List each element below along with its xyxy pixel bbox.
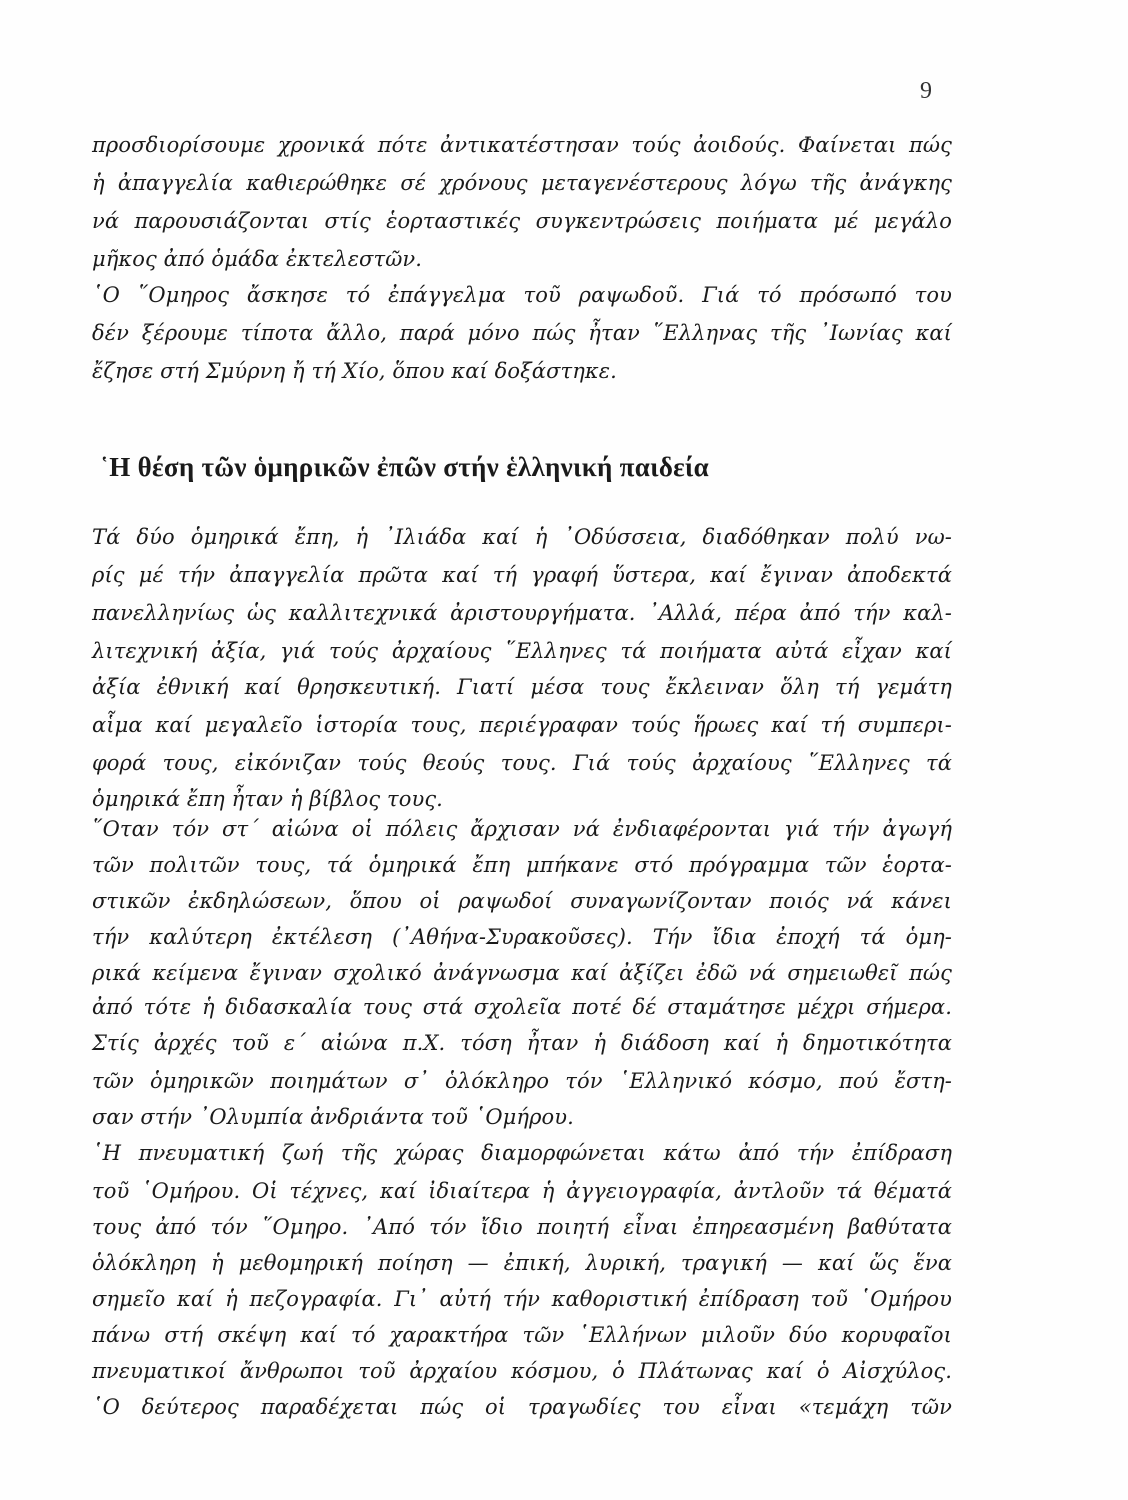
text-line: τῶν πολιτῶν τους, τά ὁμηρικά ἔπη μπήκανε στό πρόγραμμα τῶν ἑορτα-: [92, 853, 952, 877]
text-line: σημεῖο καί ἡ πεζογραφία. Γι᾿ αὐτή τήν καθοριστική ἐπίδραση τοῦ ῾Ομήρου: [92, 1287, 952, 1311]
text-line: τῶν ὁμηρικῶν ποιημάτων σ᾿ ὁλόκληρο τόν ῾Ελληνικό κόσμο, πού ἔστη-: [92, 1069, 952, 1093]
text-line: νά παρουσιάζονται στίς ἑορταστικές συγκεντρώσεις ποιήματα μέ μεγάλο: [92, 209, 952, 233]
text-line: ῾Ο ῞Ομηρος ἄσκησε τό ἐπάγγελμα τοῦ ραψωδοῦ. Γιά τό πρόσωπό του: [92, 283, 952, 307]
text-line: ἡ ἀπαγγελία καθιερώθηκε σέ χρόνους μεταγενέστερους λόγω τῆς ἀνάγκης: [92, 171, 952, 195]
text-line: Στίς ἀρχές τοῦ ε΄ αἰώνα π.Χ. τόση ἦταν ἡ διάδοση καί ἡ δημοτικότητα: [92, 1031, 952, 1055]
page-number: 9: [920, 78, 932, 104]
text-line: ἀξία ἐθνική καί θρησκευτική. Γιατί μέσα τους ἔκλειναν ὅλη τή γεμάτη: [92, 675, 952, 699]
text-line: ρίς μέ τήν ἀπαγγελία πρῶτα καί τή γραφή ὕστερα, καί ἔγιναν ἀποδεκτά: [92, 563, 952, 587]
text-line: στικῶν ἐκδηλώσεων, ὅπου οἱ ραψωδοί συναγωνίζονταν ποιός νά κάνει: [92, 889, 952, 913]
text-line: φορά τους, εἰκόνιζαν τούς θεούς τους. Γιά τούς ἀρχαίους ῞Ελληνες τά: [92, 751, 952, 775]
text-line: προσδιορίσουμε χρονικά πότε ἀντικατέστησαν τούς ἀοιδούς. Φαίνεται πώς: [92, 133, 952, 157]
section-heading: ῾Η θέση τῶν ὁμηρικῶν ἐπῶν στήν ἑλληνική παιδεία: [100, 452, 710, 482]
text-line: αἷμα καί μεγαλεῖο ἱστορία τους, περιέγραφαν τούς ἥρωες καί τή συμπερι-: [92, 713, 952, 737]
text-line: ἀπό τότε ἡ διδασκαλία τους στά σχολεῖα ποτέ δέ σταμάτησε μέχρι σήμερα.: [92, 995, 952, 1019]
text-line: ὁλόκληρη ἡ μεθομηρική ποίηση — ἐπική, λυρική, τραγική — καί ὥς ἕνα: [92, 1251, 952, 1275]
text-line: πάνω στή σκέψη καί τό χαρακτήρα τῶν ῾Ελλήνων μιλοῦν δύο κορυφαῖοι: [92, 1323, 952, 1347]
text-line: πνευματικοί ἄνθρωποι τοῦ ἀρχαίου κόσμου, ὁ Πλάτωνας καί ὁ Αἰσχύλος.: [92, 1359, 952, 1383]
text-line: τοῦ ῾Ομήρου. Οἱ τέχνες, καί ἰδιαίτερα ἡ ἀγγειογραφία, ἀντλοῦν τά θέματά: [92, 1179, 952, 1203]
text-line: σαν στήν ᾿Ολυμπία ἀνδριάντα τοῦ ῾Ομήρου.: [92, 1105, 574, 1129]
text-line: λιτεχνική ἀξία, γιά τούς ἀρχαίους ῞Ελληνες τά ποιήματα αὐτά εἶχαν καί: [92, 639, 952, 663]
text-line: ῾Ο δεύτερος παραδέχεται πώς οἱ τραγωδίες του εἶναι «τεμάχη τῶν: [92, 1395, 952, 1419]
text-line: ῞Οταν τόν στ΄ αἰώνα οἱ πόλεις ἄρχισαν νά ἐνδιαφέρονται γιά τήν ἀγωγή: [92, 817, 952, 841]
text-line: δέν ξέρουμε τίποτα ἄλλο, παρά μόνο πώς ἦταν ῞Ελληνας τῆς ᾿Ιωνίας καί: [92, 321, 952, 345]
text-line: ὁμηρικά ἔπη ἦταν ἡ βίβλος τους.: [92, 787, 443, 811]
text-line: ἔζησε στή Σμύρνη ἤ τή Χίο, ὅπου καί δοξάστηκε.: [92, 359, 617, 383]
text-line: Τά δύο ὁμηρικά ἔπη, ἡ ᾿Ιλιάδα καί ἡ ᾿Οδύσσεια, διαδόθηκαν πολύ νω-: [92, 525, 952, 549]
text-line: ρικά κείμενα ἔγιναν σχολικό ἀνάγνωσμα καί ἀξίζει ἐδῶ νά σημειωθεῖ πώς: [92, 961, 952, 985]
text-line: τους ἀπό τόν ῞Ομηρο. ᾿Από τόν ἴδιο ποιητή εἶναι ἐπηρεασμένη βαθύτατα: [92, 1215, 952, 1239]
text-line: ῾Η πνευματική ζωή τῆς χώρας διαμορφώνεται κάτω ἀπό τήν ἐπίδραση: [92, 1141, 952, 1165]
text-line: πανελληνίως ὡς καλλιτεχνικά ἀριστουργήματα. ᾿Αλλά, πέρα ἀπό τήν καλ-: [92, 601, 952, 625]
text-line: τήν καλύτερη ἐκτέλεση (᾿Αθήνα-Συρακοῦσες). Τήν ἴδια ἐποχή τά ὁμη-: [92, 925, 952, 949]
text-line: μῆκος ἀπό ὁμάδα ἐκτελεστῶν.: [92, 247, 423, 271]
